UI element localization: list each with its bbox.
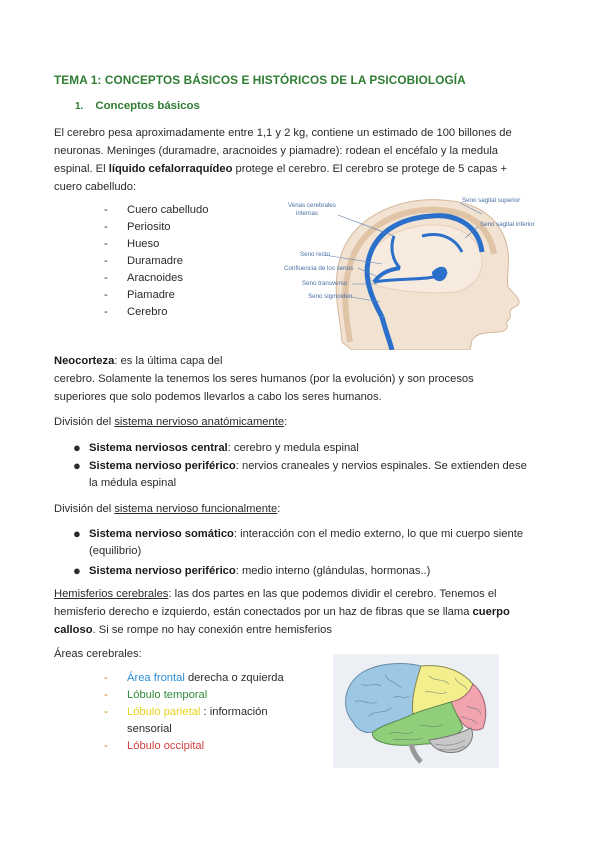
list-item: ● Sistema nerviosos central: cerebro y medula espinal bbox=[73, 440, 359, 455]
list-item: - Lóbulo parietal : información sensorial bbox=[104, 706, 268, 735]
anatomical-heading: División del sistema nervioso anatómicamente: bbox=[54, 416, 288, 428]
neocortex-line: cerebro. Solamente la tenemos los seres humanos (por la evolución) y son procesos bbox=[54, 373, 474, 385]
brain-lobes-figure bbox=[333, 654, 499, 768]
hemispheres-line: calloso. Si se rompe no hay conexión entre hemisferios bbox=[54, 624, 332, 636]
frontal-label: Área frontal bbox=[127, 672, 185, 684]
functional-term: sistema nervioso funcionalmente bbox=[114, 503, 278, 515]
list-item: - Lóbulo occipital bbox=[104, 738, 304, 755]
occipital-label: Lóbulo occipital bbox=[127, 740, 205, 752]
hemispheres-line: Hemisferios cerebrales: las dos partes en las que podemos dividir el cerebro. Tenemos el bbox=[54, 588, 497, 600]
hemispheres-line: hemisferio derecho e izquierdo, están conectados por un haz de fibras que se llama cuerpo bbox=[54, 606, 510, 618]
label-sigmoid: Seno sigmoideo bbox=[308, 293, 353, 300]
list-item: ● Sistema nervioso periférico: nervios craneales y nervios espinales. Se extienden dese la médula espinal bbox=[73, 458, 527, 489]
label-internal-veins-2: internas bbox=[296, 210, 319, 217]
hemispheres-paragraph bbox=[54, 585, 554, 639]
anatomical-list bbox=[73, 440, 553, 493]
page-title: TEMA 1: CONCEPTOS BÁSICOS E HISTÓRICOS DE LA PSICOBIOLOGÍA bbox=[54, 73, 466, 87]
section-number: 1. bbox=[75, 101, 84, 112]
list-item: - Periosito bbox=[104, 221, 171, 233]
label-transverse: Seno transverso bbox=[302, 280, 348, 287]
list-item: - Piamadre bbox=[104, 289, 175, 301]
list-item: - Cuero cabelludo bbox=[104, 204, 209, 216]
list-item: - Cerebro bbox=[104, 306, 168, 318]
head-venous-sinuses-figure bbox=[282, 192, 554, 350]
neocortex-paragraph bbox=[54, 352, 554, 406]
section-title: Conceptos básicos bbox=[95, 100, 200, 112]
anatomical-term: sistema nervioso anatómicamente bbox=[114, 416, 285, 428]
label-straight-sinus: Seno recto bbox=[300, 251, 330, 258]
functional-list bbox=[73, 526, 553, 581]
list-item: ● Sistema nervioso periférico: medio interno (glándulas, hormonas..) bbox=[73, 563, 431, 578]
areas-title: Áreas cerebrales: bbox=[54, 648, 142, 660]
list-item: - Aracnoides bbox=[104, 272, 183, 284]
intro-line: cuero cabelludo: bbox=[54, 181, 137, 193]
intro-line: espinal. El líquido cefalorraquídeo protege el cerebro. El cerebro se protege de 5 capas + bbox=[54, 163, 508, 175]
section-heading bbox=[75, 100, 200, 112]
intro-line: neuronas. Meninges (duramadre, aracnoides y piamadre): rodean el encéfalo y la medula bbox=[54, 145, 499, 157]
list-item: - Hueso bbox=[104, 238, 160, 250]
parietal-label: Lóbulo parietal bbox=[127, 706, 201, 718]
list-item: - Duramadre bbox=[104, 255, 183, 267]
layers-list bbox=[104, 202, 208, 321]
neocortex-line: Neocorteza: es la última capa del bbox=[54, 355, 223, 367]
label-superior-sagittal: Seno sagital superior bbox=[462, 197, 521, 204]
functional-heading: División del sistema nervioso funcionalmente: bbox=[54, 503, 281, 515]
label-confluence: Confluencia de los senos bbox=[284, 265, 354, 272]
list-item: - Lóbulo temporal bbox=[104, 687, 304, 704]
list-item: - Área frontal derecha o zquierda bbox=[104, 672, 284, 684]
neocortex-line: superiores que solo podemos llevarlos a cabo los seres humanos. bbox=[54, 391, 382, 403]
temporal-label: Lóbulo temporal bbox=[127, 689, 208, 701]
neocortex-term: Neocorteza bbox=[54, 355, 115, 367]
csf-term: líquido cefalorraquídeo bbox=[108, 163, 233, 175]
label-inferior-sagittal: Seno sagital inferior bbox=[480, 221, 535, 228]
intro-line: El cerebro pesa aproximadamente entre 1,1 y 2 kg, contiene un estimado de 100 billones de bbox=[54, 127, 512, 139]
intro-paragraph bbox=[54, 124, 554, 196]
hemispheres-term: Hemisferios cerebrales bbox=[54, 588, 169, 600]
areas-list bbox=[104, 670, 304, 755]
label-internal-veins: Venas cerebrales bbox=[288, 202, 336, 209]
list-item: ● Sistema nervioso somático: interacción con el medio externo, lo que mi cuerpo siente (equilibrio) bbox=[73, 526, 524, 557]
